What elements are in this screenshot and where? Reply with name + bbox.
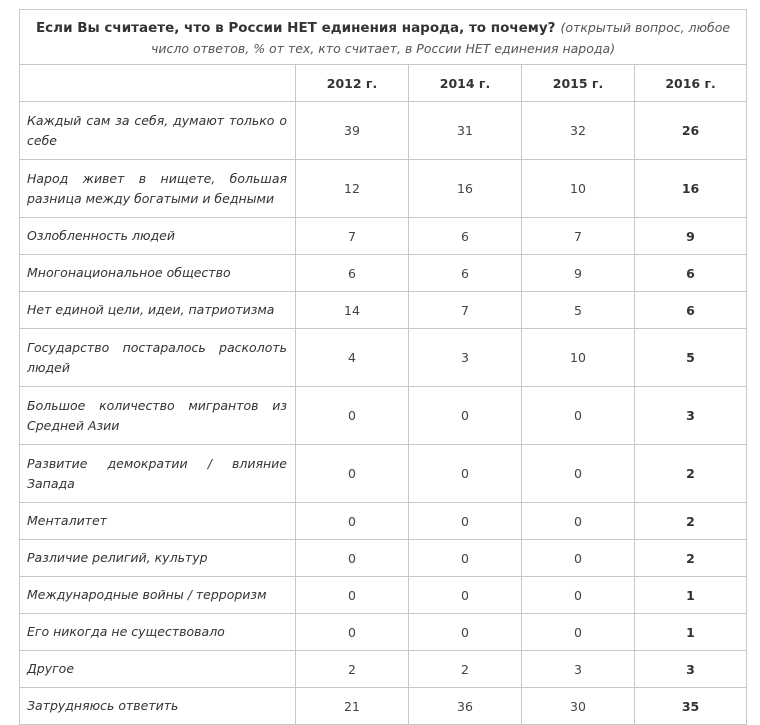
cell-value: 3 — [409, 329, 522, 387]
header-row — [20, 65, 747, 102]
cell-value: 32 — [522, 102, 635, 160]
header-year: 2012 г. — [296, 65, 409, 102]
cell-value: 4 — [296, 329, 409, 387]
header-year: 2016 г. — [635, 65, 747, 102]
cell-value: 0 — [296, 387, 409, 445]
cell-value: 36 — [409, 688, 522, 725]
table-row — [20, 329, 747, 387]
survey-table-container — [19, 9, 746, 725]
cell-value: 10 — [522, 329, 635, 387]
cell-value: 7 — [296, 218, 409, 255]
table-row — [20, 387, 747, 445]
cell-value: 30 — [522, 688, 635, 725]
row-label: Менталитет — [20, 503, 296, 540]
header-year: 2014 г. — [409, 65, 522, 102]
cell-value: 2 — [409, 651, 522, 688]
cell-value: 0 — [409, 614, 522, 651]
caption-row — [20, 10, 747, 65]
cell-value-2016: 35 — [635, 688, 747, 725]
cell-value: 0 — [522, 614, 635, 651]
row-label: Государство постаралось расколоть людей — [20, 329, 296, 387]
cell-value: 0 — [522, 503, 635, 540]
cell-value-2016: 1 — [635, 614, 747, 651]
cell-value: 0 — [296, 614, 409, 651]
header-corner — [20, 65, 296, 102]
row-label: Другое — [20, 651, 296, 688]
cell-value: 6 — [409, 218, 522, 255]
cell-value: 0 — [522, 387, 635, 445]
table-row — [20, 445, 747, 503]
table-row — [20, 102, 747, 160]
table-row — [20, 503, 747, 540]
cell-value: 5 — [522, 292, 635, 329]
cell-value-2016: 26 — [635, 102, 747, 160]
cell-value: 0 — [409, 540, 522, 577]
table-row — [20, 292, 747, 329]
cell-value-2016: 6 — [635, 292, 747, 329]
cell-value: 0 — [522, 577, 635, 614]
cell-value-2016: 1 — [635, 577, 747, 614]
row-label: Международные войны / терроризм — [20, 577, 296, 614]
cell-value-2016: 5 — [635, 329, 747, 387]
cell-value: 0 — [522, 445, 635, 503]
row-label: Затрудняюсь ответить — [20, 688, 296, 725]
cell-value: 10 — [522, 160, 635, 218]
cell-value: 0 — [409, 445, 522, 503]
row-label: Каждый сам за себя, думают только о себе — [20, 102, 296, 160]
table-row — [20, 651, 747, 688]
table-row — [20, 255, 747, 292]
cell-value: 6 — [296, 255, 409, 292]
cell-value-2016: 2 — [635, 503, 747, 540]
cell-value-2016: 2 — [635, 540, 747, 577]
cell-value: 12 — [296, 160, 409, 218]
table-row — [20, 540, 747, 577]
cell-value-2016: 3 — [635, 387, 747, 445]
cell-value: 0 — [296, 577, 409, 614]
table-row — [20, 577, 747, 614]
cell-value-2016: 16 — [635, 160, 747, 218]
row-label: Нет единой цели, идеи, патриотизма — [20, 292, 296, 329]
table-row — [20, 688, 747, 725]
row-label: Народ живет в нищете, большая разница между богатыми и бедными — [20, 160, 296, 218]
cell-value: 39 — [296, 102, 409, 160]
cell-value: 2 — [296, 651, 409, 688]
cell-value: 0 — [296, 540, 409, 577]
cell-value: 16 — [409, 160, 522, 218]
table-row — [20, 614, 747, 651]
cell-value: 3 — [522, 651, 635, 688]
cell-value: 7 — [409, 292, 522, 329]
header-year: 2015 г. — [522, 65, 635, 102]
cell-value: 6 — [409, 255, 522, 292]
cell-value: 7 — [522, 218, 635, 255]
cell-value: 0 — [522, 540, 635, 577]
table-row — [20, 160, 747, 218]
cell-value: 31 — [409, 102, 522, 160]
cell-value-2016: 9 — [635, 218, 747, 255]
cell-value-2016: 3 — [635, 651, 747, 688]
row-label: Развитие демократии / влияние Запада — [20, 445, 296, 503]
cell-value: 0 — [296, 503, 409, 540]
cell-value: 14 — [296, 292, 409, 329]
cell-value-2016: 2 — [635, 445, 747, 503]
cell-value: 9 — [522, 255, 635, 292]
row-label: Озлобленность людей — [20, 218, 296, 255]
row-label: Большое количество мигрантов из Средней Азии — [20, 387, 296, 445]
cell-value: 21 — [296, 688, 409, 725]
cell-value: 0 — [409, 577, 522, 614]
row-label: Различие религий, культур — [20, 540, 296, 577]
row-label: Многонациональное общество — [20, 255, 296, 292]
row-label: Его никогда не существовало — [20, 614, 296, 651]
table-row — [20, 218, 747, 255]
survey-table — [19, 9, 747, 725]
cell-value-2016: 6 — [635, 255, 747, 292]
table-subtitle: (открытый вопрос, любое число ответов, % от тех, кто считает, в России НЕТ единения народа) — [150, 19, 731, 56]
cell-value: 0 — [296, 445, 409, 503]
cell-value: 0 — [409, 387, 522, 445]
table-caption — [20, 10, 747, 65]
table-title: Если Вы считаете, что в России НЕТ единения народа, то почему? — [35, 19, 556, 36]
cell-value: 0 — [409, 503, 522, 540]
